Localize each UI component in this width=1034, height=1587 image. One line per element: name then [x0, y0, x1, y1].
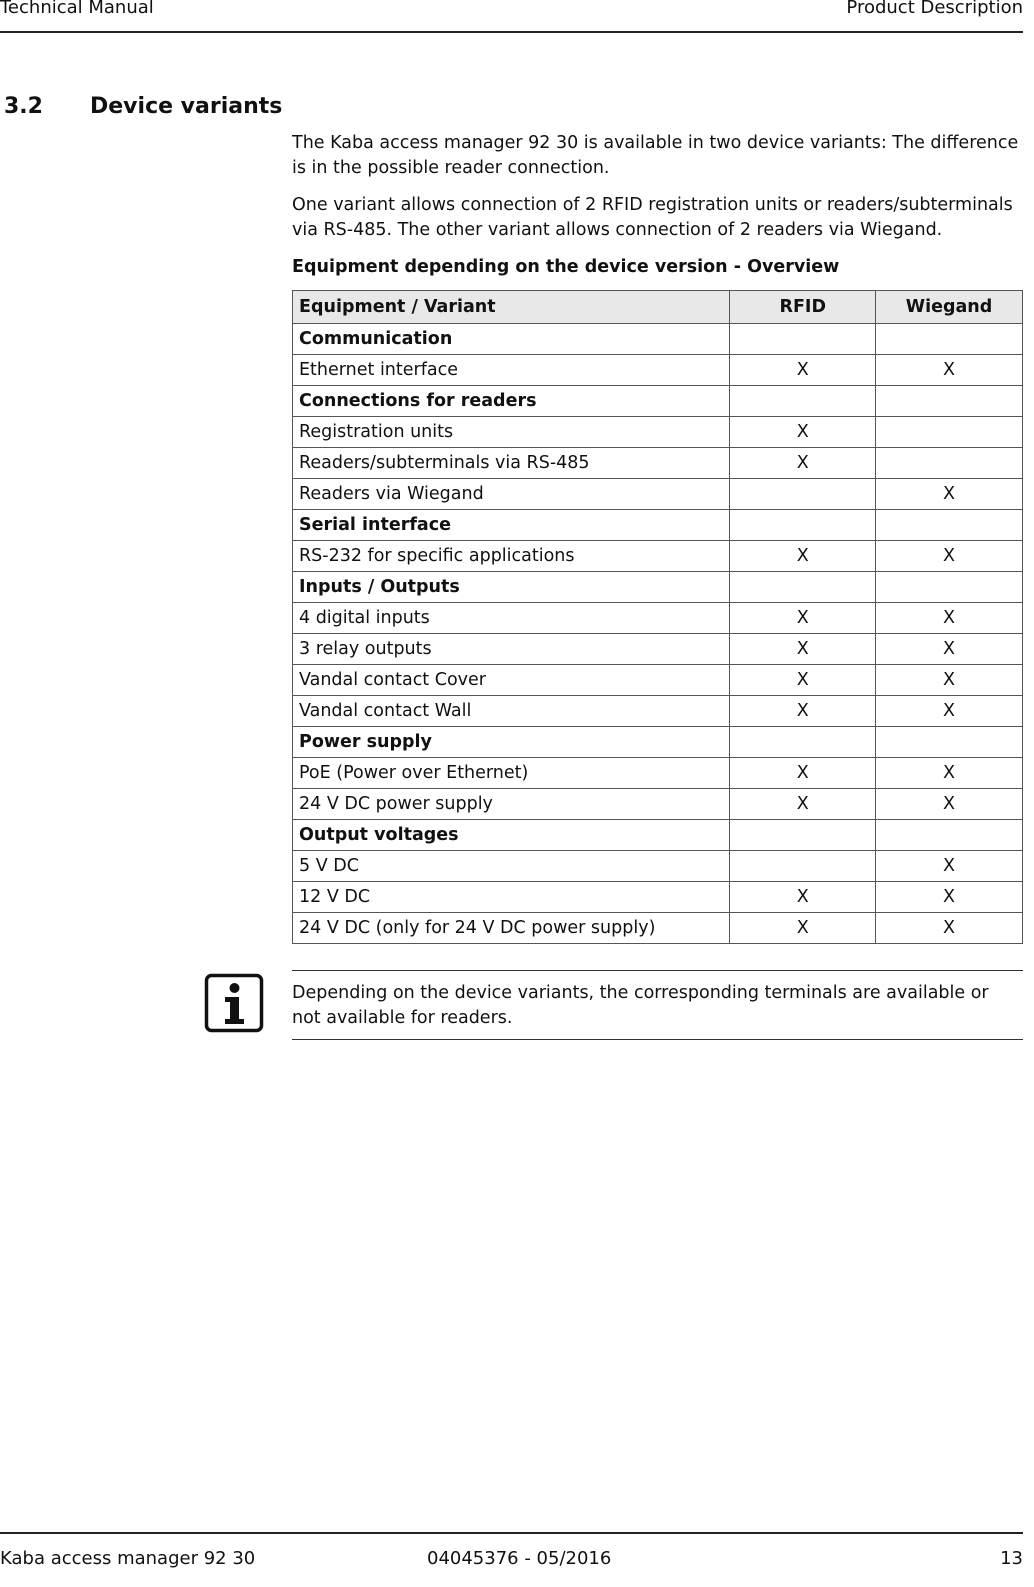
equipment-table — [292, 290, 1023, 944]
table-group-row — [293, 386, 1023, 417]
row-label: Communication — [293, 324, 730, 355]
wiegand-cell — [876, 324, 1023, 355]
section-content — [292, 131, 1023, 944]
wiegand-cell: X — [876, 634, 1023, 665]
footer-product: Kaba access manager 92 30 — [0, 1548, 256, 1569]
row-label: Vandal contact Wall — [293, 696, 730, 727]
row-label: Readers/subterminals via RS-485 — [293, 448, 730, 479]
rfid-cell: X — [730, 665, 876, 696]
header-chapter: Product Description — [846, 0, 1023, 18]
rfid-cell: X — [730, 448, 876, 479]
table-row — [293, 665, 1023, 696]
row-label: 5 V DC — [293, 851, 730, 882]
row-label: Inputs / Outputs — [293, 572, 730, 603]
table-caption: Equipment depending on the device version - Overview — [292, 257, 840, 277]
wiegand-cell — [876, 448, 1023, 479]
rfid-cell: X — [730, 758, 876, 789]
table-row — [293, 603, 1023, 634]
wiegand-cell: X — [876, 479, 1023, 510]
wiegand-cell: X — [876, 696, 1023, 727]
table-row — [293, 882, 1023, 913]
wiegand-cell: X — [876, 355, 1023, 386]
table-group-row — [293, 820, 1023, 851]
header-document-type: Technical Manual — [0, 0, 154, 18]
rfid-cell: X — [730, 696, 876, 727]
wiegand-cell: X — [876, 851, 1023, 882]
row-label: Power supply — [293, 727, 730, 758]
row-label: Vandal contact Cover — [293, 665, 730, 696]
row-label: Readers via Wiegand — [293, 479, 730, 510]
wiegand-cell: X — [876, 758, 1023, 789]
wiegand-cell: X — [876, 665, 1023, 696]
table-row — [293, 417, 1023, 448]
rfid-cell — [730, 572, 876, 603]
row-label: 24 V DC power supply — [293, 789, 730, 820]
table-row — [293, 758, 1023, 789]
wiegand-cell — [876, 727, 1023, 758]
row-label: 4 digital inputs — [293, 603, 730, 634]
intro-paragraph: The Kaba access manager 92 30 is available in two device variants: The difference is in the possible reader connection. — [292, 133, 1019, 178]
footer-doc-number: 04045376 - 05/2016 — [427, 1548, 612, 1569]
row-label: Connections for readers — [293, 386, 730, 417]
rfid-cell: X — [730, 417, 876, 448]
table-row — [293, 851, 1023, 882]
row-label: Registration units — [293, 417, 730, 448]
wiegand-cell: X — [876, 541, 1023, 572]
table-row — [293, 355, 1023, 386]
row-label: Serial interface — [293, 510, 730, 541]
table-header-row — [293, 291, 1023, 324]
note-text: Depending on the device variants, the corresponding terminals are available or not available for readers. — [292, 983, 989, 1028]
column-header-rfid: RFID — [730, 291, 876, 324]
page-footer — [0, 1532, 1023, 1587]
row-label: 12 V DC — [293, 882, 730, 913]
section-heading — [4, 94, 282, 119]
wiegand-cell: X — [876, 789, 1023, 820]
column-header-equipment: Equipment / Variant — [293, 291, 730, 324]
table-row — [293, 541, 1023, 572]
table-row — [293, 479, 1023, 510]
table-group-row — [293, 324, 1023, 355]
table-group-row — [293, 727, 1023, 758]
rfid-cell: X — [730, 634, 876, 665]
column-header-wiegand: Wiegand — [876, 291, 1023, 324]
rfid-cell — [730, 324, 876, 355]
table-body — [293, 324, 1023, 944]
rfid-cell: X — [730, 541, 876, 572]
rfid-cell — [730, 510, 876, 541]
table-group-row — [293, 572, 1023, 603]
rfid-cell — [730, 727, 876, 758]
table-row — [293, 634, 1023, 665]
wiegand-cell: X — [876, 882, 1023, 913]
row-label: Output voltages — [293, 820, 730, 851]
rfid-cell: X — [730, 603, 876, 634]
wiegand-cell — [876, 417, 1023, 448]
page-header — [0, 0, 1023, 33]
row-label: Ethernet interface — [293, 355, 730, 386]
rfid-cell: X — [730, 882, 876, 913]
rfid-cell — [730, 820, 876, 851]
rfid-cell — [730, 479, 876, 510]
rfid-cell: X — [730, 355, 876, 386]
rfid-cell — [730, 851, 876, 882]
rfid-cell: X — [730, 789, 876, 820]
info-note — [292, 970, 1023, 1040]
wiegand-cell — [876, 386, 1023, 417]
wiegand-cell: X — [876, 913, 1023, 944]
table-row — [293, 913, 1023, 944]
wiegand-cell — [876, 510, 1023, 541]
table-row — [293, 789, 1023, 820]
wiegand-cell — [876, 820, 1023, 851]
row-label: RS-232 for specific applications — [293, 541, 730, 572]
wiegand-cell — [876, 572, 1023, 603]
row-label: 24 V DC (only for 24 V DC power supply) — [293, 913, 730, 944]
row-label: 3 relay outputs — [293, 634, 730, 665]
variant-paragraph: One variant allows connection of 2 RFID registration units or readers/subterminals via RS-485. The other variant allows connection of 2 readers via Wiegand. — [292, 195, 1013, 240]
rfid-cell: X — [730, 913, 876, 944]
section-number: 3.2 — [4, 94, 43, 119]
table-row — [293, 696, 1023, 727]
table-row — [293, 448, 1023, 479]
info-icon — [204, 973, 264, 1033]
page-number: 13 — [1000, 1548, 1023, 1569]
table-group-row — [293, 510, 1023, 541]
wiegand-cell: X — [876, 603, 1023, 634]
rfid-cell — [730, 386, 876, 417]
row-label: PoE (Power over Ethernet) — [293, 758, 730, 789]
section-title: Device variants — [90, 94, 283, 119]
